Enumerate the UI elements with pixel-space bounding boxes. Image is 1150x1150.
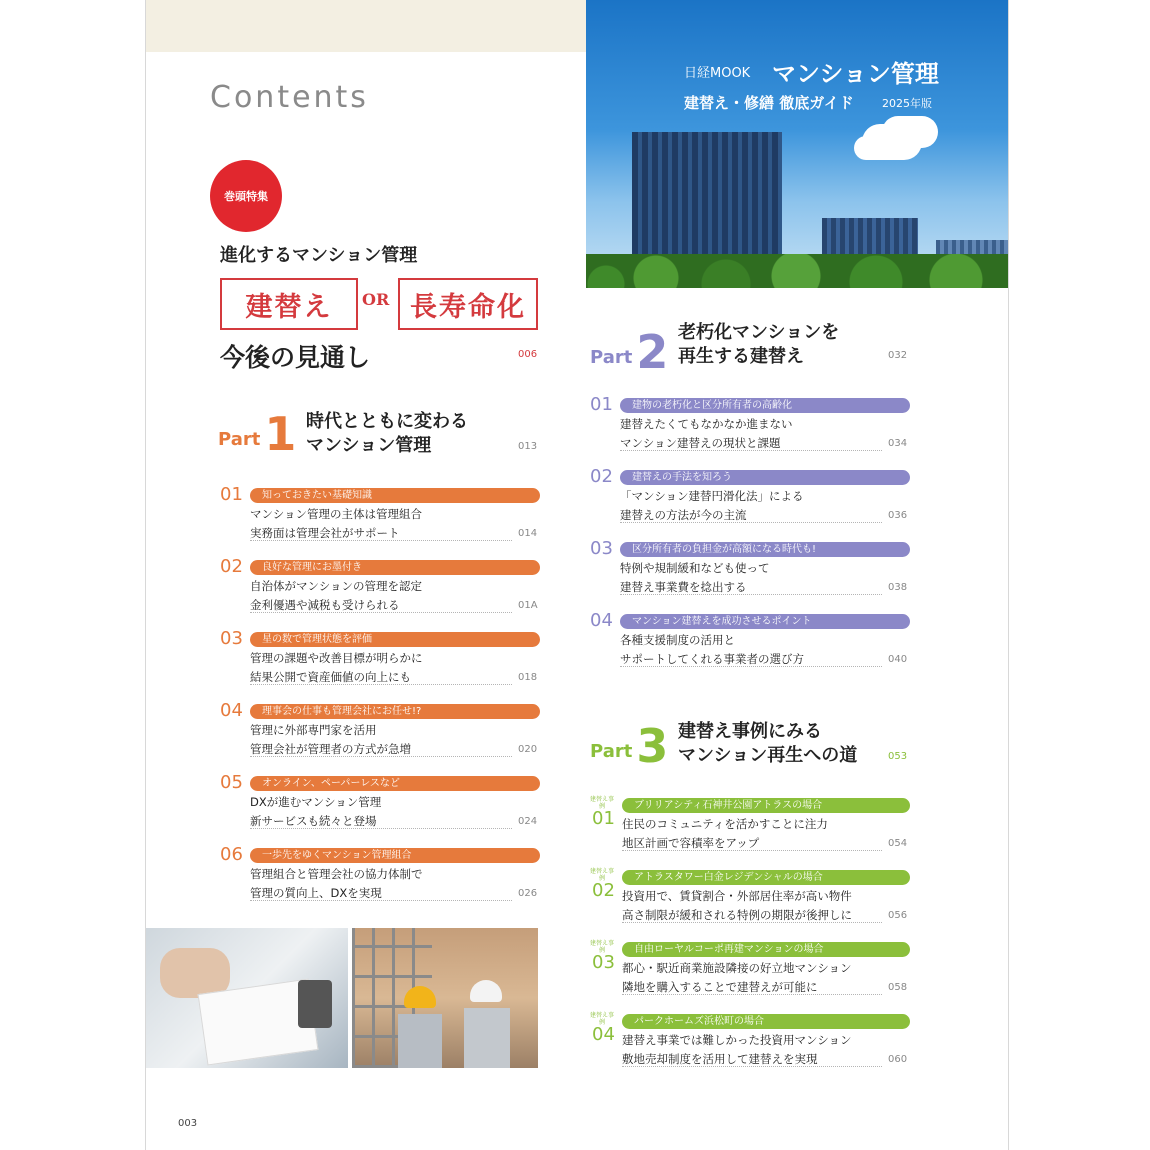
item-number: 03: [590, 538, 613, 559]
part2-heading: [590, 325, 669, 379]
header-band: [146, 0, 586, 52]
part2-title: [678, 321, 839, 369]
item-category-pill: 良好な管理にお墨付き: [250, 560, 540, 575]
feature-badge: 巻頭特集: [210, 160, 282, 232]
item-page: 018: [518, 672, 538, 683]
item-category-pill: ブリリアシティ石神井公園アトラスの場合: [622, 798, 910, 813]
item-line2: 金利優遇や減税も受けられる: [250, 598, 400, 612]
dotted-leader: [250, 828, 512, 829]
photo-documents: [146, 928, 348, 1068]
item-line1: 建替え事業では難しかった投資用マンション: [622, 1033, 852, 1047]
part1-title-line2: マンション管理: [306, 435, 432, 456]
item-line2: 敷地売却制度を活用して建替えを実現: [622, 1052, 818, 1066]
item-page: 056: [888, 910, 908, 921]
item-line1: 建替えたくてもなかなか進まない: [620, 417, 793, 431]
part2-title-line1: 老朽化マンションを: [678, 322, 840, 343]
item-number: 04: [592, 1024, 615, 1045]
item-category-pill: 自由ローヤルコーポ再建マンションの場合: [622, 942, 910, 957]
item-page: 058: [888, 982, 908, 993]
item-number: 01: [220, 484, 243, 505]
part3-title-line2: マンション再生への道: [678, 745, 858, 766]
item-line1: 特例や規制緩和なども使って: [620, 561, 770, 575]
cover-edition: 2025年版: [882, 97, 932, 110]
dotted-leader: [622, 922, 882, 923]
dotted-leader: [250, 900, 512, 901]
feature-box-right: 長寿命化: [398, 278, 538, 330]
part2-word: Part: [590, 347, 633, 368]
item-line2: 隣地を購入することで建替えが可能に: [622, 980, 818, 994]
cover-subtitle: 建替え・修繕 徹底ガイド: [684, 94, 854, 112]
magazine-page: [146, 0, 1008, 1150]
item-category-pill: 建替えの手法を知ろう: [620, 470, 910, 485]
item-category-pill: 区分所有者の負担金が高額になる時代も!: [620, 542, 910, 557]
cloud-graphic: [862, 124, 922, 160]
item-number: 03: [592, 952, 615, 973]
item-line1: 各種支援制度の活用と: [620, 633, 735, 647]
dotted-leader: [620, 522, 882, 523]
part1-number: 1: [264, 407, 297, 461]
calculator-graphic: [298, 980, 332, 1028]
item-line2: サポートしてくれる事業者の選び方: [620, 652, 804, 666]
contents-heading: Contents: [210, 80, 369, 115]
item-page: 020: [518, 744, 538, 755]
item-line2: 高さ制限が緩和される特例の期限が後押しに: [622, 908, 852, 922]
feature-box-left: 建替え: [220, 278, 358, 330]
item-line2: 管理会社が管理者の方式が急増: [250, 742, 411, 756]
item-line2: マンション建替えの現状と課題: [620, 436, 781, 450]
item-line2: 建替えの方法が今の主流: [620, 508, 747, 522]
item-number: 02: [220, 556, 243, 577]
part2-title-line2: 再生する建替え: [678, 346, 804, 367]
case-tag: 建替え事例: [590, 1012, 615, 1026]
cover-image: [586, 0, 1008, 288]
item-category-pill: マンション建替えを成功させるポイント: [620, 614, 910, 629]
cover-series: 日経MOOK: [684, 66, 751, 81]
item-number: 01: [590, 394, 613, 415]
dotted-leader: [250, 540, 512, 541]
item-page: 040: [888, 654, 908, 665]
part2-number: 2: [636, 325, 669, 379]
item-page: 038: [888, 582, 908, 593]
item-number: 03: [220, 628, 243, 649]
part3-number: 3: [636, 719, 669, 773]
dotted-leader: [620, 594, 882, 595]
part3-title-line1: 建替え事例にみる: [678, 721, 822, 742]
item-number: 05: [220, 772, 243, 793]
item-number: 04: [220, 700, 243, 721]
item-line2: 地区計画で容積率をアップ: [622, 836, 760, 850]
part2-page: 032: [888, 350, 908, 361]
item-line1: 住民のコミュニティを活かすことに注力: [622, 817, 828, 831]
item-line2: 管理の質向上、DXを実現: [250, 886, 382, 900]
item-category-pill: 星の数で管理状態を評価: [250, 632, 540, 647]
part1-heading: [218, 407, 297, 461]
dotted-leader: [620, 666, 882, 667]
item-line1: 管理組合と管理会社の協力体制で: [250, 867, 423, 881]
item-category-pill: パークホームズ浜松町の場合: [622, 1014, 910, 1029]
case-tag: 建替え事例: [590, 868, 615, 882]
item-line1: 自治体がマンションの管理を認定: [250, 579, 422, 593]
dotted-leader: [250, 612, 512, 613]
helmet-graphic: [470, 980, 502, 1002]
dotted-leader: [250, 684, 512, 685]
item-line1: 管理の課題や改善目標が明らかに: [250, 651, 423, 665]
item-line1: DXが進むマンション管理: [250, 795, 382, 809]
item-category-pill: 一歩先をゆくマンション管理組合: [250, 848, 540, 863]
feature-or: OR: [362, 290, 390, 309]
item-page: 034: [888, 438, 908, 449]
item-line1: 管理に外部専門家を活用: [250, 723, 377, 737]
item-page: 014: [518, 528, 538, 539]
item-line2: 実務面は管理会社がサポート: [250, 526, 400, 540]
item-page: 036: [888, 510, 908, 521]
worker-graphic: [398, 1014, 442, 1068]
item-line2: 新サービスも続々と登場: [250, 814, 377, 828]
item-category-pill: オンライン、ペーパーレスなど: [250, 776, 540, 791]
item-category-pill: 知っておきたい基礎知識: [250, 488, 540, 503]
part3-word: Part: [590, 741, 633, 762]
item-page: 060: [888, 1054, 908, 1065]
item-line2: 結果公開で資産価値の向上にも: [250, 670, 411, 684]
trees-graphic: [586, 254, 1008, 288]
part1-title: [306, 410, 468, 458]
item-number: 04: [590, 610, 613, 631]
part1-title-line1: 時代とともに変わる: [306, 411, 468, 432]
dotted-leader: [622, 1066, 882, 1067]
case-tag: 建替え事例: [590, 940, 615, 954]
feature-page: 006: [518, 349, 538, 360]
part3-heading: [590, 719, 669, 773]
item-category-pill: アトラスタワー白金レジデンシャルの場合: [622, 870, 910, 885]
item-number: 06: [220, 844, 243, 865]
item-category-pill: 理事会の仕事も管理会社にお任せ!?: [250, 704, 540, 719]
item-page: 054: [888, 838, 908, 849]
worker-graphic: [464, 1008, 510, 1068]
item-line1: 投資用で、賃貸割合・外部居住率が高い物件: [622, 889, 852, 903]
item-page: 024: [518, 816, 538, 827]
item-line1: マンション管理の主体は管理組合: [250, 507, 422, 521]
photo-workers: [352, 928, 538, 1068]
feature-outlook: 今後の見通し: [220, 343, 371, 372]
dotted-leader: [250, 756, 512, 757]
dotted-leader: [622, 994, 882, 995]
item-number: 02: [592, 880, 615, 901]
dotted-leader: [620, 450, 882, 451]
feature-subtitle: 進化するマンション管理: [220, 245, 418, 266]
item-number: 01: [592, 808, 615, 829]
part1-word: Part: [218, 429, 261, 450]
part3-page: 053: [888, 751, 908, 762]
item-category-pill: 建物の老朽化と区分所有者の高齢化: [620, 398, 910, 413]
dotted-leader: [622, 850, 882, 851]
page-number: 003: [178, 1118, 198, 1129]
item-line2: 建替え事業費を捻出する: [620, 580, 747, 594]
part1-page: 013: [518, 441, 538, 452]
item-page: 026: [518, 888, 538, 899]
item-page: 01A: [518, 600, 538, 611]
case-tag: 建替え事例: [590, 796, 615, 810]
item-line1: 都心・駅近商業施設隣接の好立地マンション: [622, 961, 852, 975]
part3-title: [678, 720, 857, 768]
item-line1: 「マンション建替円滑化法」による: [620, 489, 804, 503]
item-number: 02: [590, 466, 613, 487]
cover-title: マンション管理: [772, 60, 939, 88]
